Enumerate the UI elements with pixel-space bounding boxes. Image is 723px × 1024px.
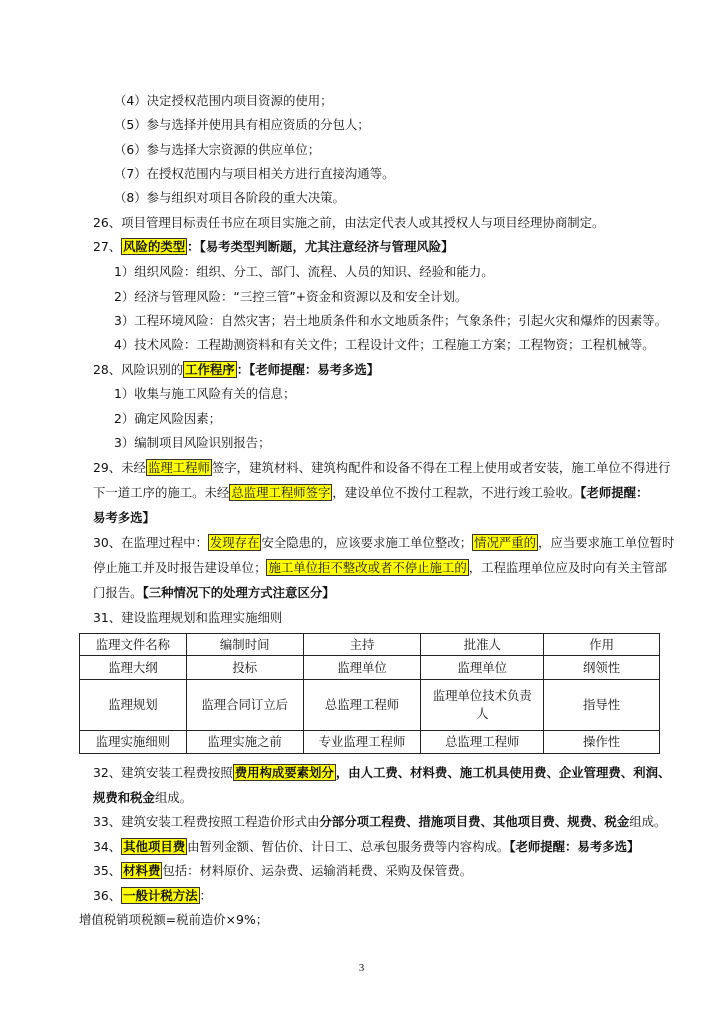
text-line: （5）参与选择并使用具有相应资质的分包人；: [114, 117, 370, 132]
supervision-table: [79, 633, 660, 754]
text-span: 下一道工序的施工。未经: [93, 485, 230, 500]
text-line: 2）经济与管理风险：“三控三管”+资金和资源以及和安全计划。: [114, 289, 468, 304]
item-26: 26、项目管理目标责任书应在项目实施之前，由法定代表人或其授权人与项目经理协商制定。: [93, 215, 605, 230]
item-30-line-1: [93, 534, 674, 552]
highlight-term: 发现存在: [209, 535, 260, 550]
table-header-cell: 监理文件名称: [80, 634, 187, 656]
text-span: 由暂列金额、暂估价、计日工、总承包服务费等内容构成。: [187, 839, 510, 854]
table-cell: 投标: [186, 656, 303, 680]
text-span: 33、建筑安装工程费按照工程造价形式由: [93, 814, 320, 829]
item-30-line-2: [93, 559, 667, 577]
text-line: 2）确定风险因素；: [114, 411, 222, 426]
text-span: 32、建筑安装工程费按照: [93, 765, 233, 780]
table-cell: 监理单位: [421, 656, 544, 680]
table-row: [80, 656, 660, 680]
table-header-cell: 主持: [303, 634, 421, 656]
table-cell: 纲领性: [544, 656, 660, 680]
table-cell: 指导性: [544, 680, 660, 731]
item-27: [93, 238, 454, 256]
text-line: 1）组织风险：组织、分工、部门、流程、人员的知识、经验和能力。: [114, 264, 494, 279]
text-span: 29、未经: [93, 460, 146, 475]
highlight-term: 一般计税方法: [123, 888, 198, 903]
highlight-term: 施工单位拒不整改或者不停止施工的: [268, 560, 467, 575]
table-cell: 监理实施细则: [80, 731, 187, 754]
item-31: 31、建设监理规划和监理实施细则: [93, 610, 283, 625]
text-span: ，应当要求施工单位暂时: [538, 535, 675, 550]
item-29-line-1: [93, 459, 670, 477]
text-span: ，建设单位不拨付工程款，不进行竣工验收。: [332, 485, 581, 500]
table-cell: 监理单位: [303, 656, 421, 680]
text-line: 1）收集与施工风险有关的信息；: [114, 386, 296, 401]
bold-text: 规费和税金: [93, 790, 155, 805]
page-number: 3: [358, 962, 365, 974]
table-cell: 专业监理工程师: [303, 731, 421, 754]
table-header-cell: 批准人: [421, 634, 544, 656]
table-row: [80, 680, 660, 731]
item-32-line-1: [93, 764, 670, 782]
item-35: [93, 862, 472, 880]
item-number: 27、: [93, 239, 122, 254]
text-span: 28、风险识别的: [93, 362, 184, 377]
table-row: [80, 731, 660, 754]
highlight-term: 费用构成要素划分: [234, 765, 334, 780]
text-span: ：: [199, 888, 212, 903]
text-span: 签字，建筑材料、建筑构配件和设备不得在工程上使用或者安装，施工单位不得进行: [211, 460, 671, 475]
table-cell: 总监理工程师: [421, 731, 544, 754]
highlight-term: 工作程序: [185, 362, 235, 377]
bold-note: ：【易考类型判断题，尤其注意经济与管理风险】: [187, 239, 454, 254]
table-cell: 监理合同订立后: [186, 680, 303, 731]
item-30-line-3: [93, 584, 335, 602]
table-header-cell: 编制时间: [186, 634, 303, 656]
text-span: 34、: [93, 839, 122, 854]
item-32-line-2: [93, 789, 192, 807]
text-span: 组成。: [154, 790, 193, 805]
text-span: 36、: [93, 888, 122, 903]
item-34: [93, 838, 639, 856]
highlight-term: 监理工程师: [147, 460, 210, 475]
bold-text: ，由人工费、材料费、施工机具使用费、企业管理费、利润、: [335, 765, 671, 780]
highlight-term: 材料费: [123, 863, 161, 878]
text-line: （4）决定授权范围内项目资源的使用；: [114, 93, 333, 108]
text-line: （6）参与选择大宗资源的供应单位；: [114, 142, 321, 157]
text-span: 包括：材料原价、运杂费、运输消耗费、采购及保管费。: [162, 863, 473, 878]
item-33: [93, 813, 666, 831]
text-line: 4）技术风险：工程勘测资料和有关文件；工程设计文件；工程施工方案；工程物资；工程机械等。: [114, 337, 655, 352]
bold-note: 【老师提醒：: [580, 485, 649, 500]
table-cell: 监理实施之前: [186, 731, 303, 754]
table-header-cell: 作用: [544, 634, 660, 656]
item-29-line-2: [93, 484, 648, 502]
bold-note: 【三种情况下的处理方式注意区分】: [142, 585, 335, 600]
bold-note: ：【老师提醒：易考多选】: [236, 362, 380, 377]
highlight-term: 其他项目费: [123, 839, 186, 854]
table-cell: 监理规划: [80, 680, 187, 731]
table-cell: 监理单位技术负责人: [421, 680, 544, 731]
text-span: 门报告。: [93, 585, 143, 600]
bold-text: 分部分项工程费、措施项目费、其他项目费、规费、税金: [319, 814, 630, 829]
highlight-term: 风险的类型: [123, 239, 186, 254]
text-line: 3）工程环境风险：自然灾害；岩土地质条件和水文地质条件；气象条件；引起火灾和爆炸的因素等。: [114, 313, 668, 328]
bold-note: 【老师提醒：易考多选】: [509, 839, 640, 854]
item-29-line-3: 易考多选】: [93, 510, 155, 525]
table-header-row: [80, 634, 660, 656]
text-line: （7）在授权范围内与项目相关方进行直接沟通等。: [114, 166, 395, 181]
table-cell: 操作性: [544, 731, 660, 754]
item-36: [93, 887, 212, 905]
text-span: ，工程监理单位应及时向有关主管部: [468, 560, 667, 575]
highlight-term: 总监理工程师签字: [231, 485, 331, 500]
text-line: 3）编制项目风险识别报告；: [114, 435, 271, 450]
table-cell: 监理大纲: [80, 656, 187, 680]
text-span: 30、在监理过程中：: [93, 535, 208, 550]
text-line: （8）参与组织对项目各阶段的重大决策。: [114, 190, 345, 205]
table-cell: 总监理工程师: [303, 680, 421, 731]
item-28: [93, 361, 379, 379]
text-span: 组成。: [629, 814, 667, 829]
text-span: 35、: [93, 863, 122, 878]
text-span: 停止施工并及时报告建设单位；: [93, 560, 267, 575]
formula-line: 增值税销项税额=税前造价×9%；: [79, 912, 269, 927]
text-span: 安全隐患的，应该要求施工单位整改；: [261, 535, 473, 550]
highlight-term: 情况严重的: [474, 535, 537, 550]
